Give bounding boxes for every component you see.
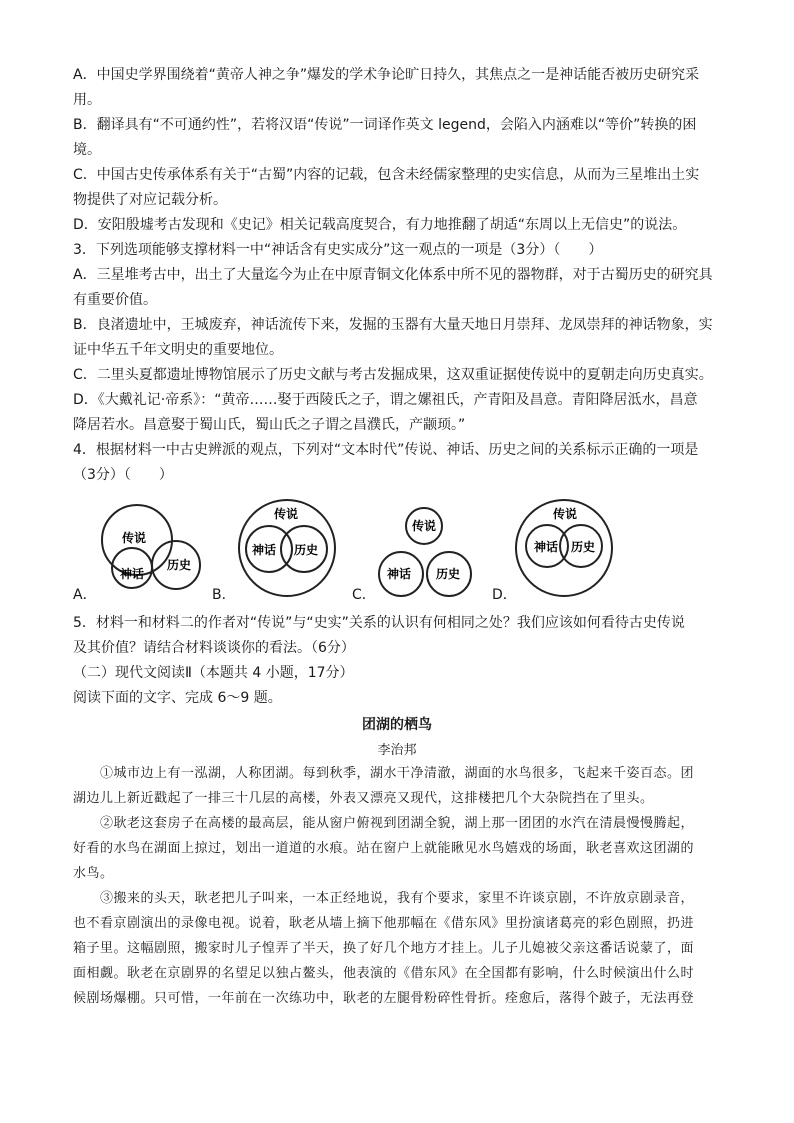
story-p3-line4: 面相觑。耿老在京剧界的名望足以独占鳌头，他表演的《借东风》在全国都有影响，什么时候演出什么时 [73,966,695,981]
q4-diagram-c [374,504,474,600]
q5-line2: 及其价值？请结合材料谈谈你的看法。（6分） [73,640,355,656]
q2-option-c-line1: C．中国古史传承体系有关于“古蜀”内容的记载，包含未经儒家整理的史实信息，从而为三星堆出土实 [73,167,700,183]
q4-diagram-b [232,496,344,598]
section-header: （二）现代文阅读Ⅱ（本题共 4 小题，17分） [73,665,354,681]
q4-d-label-shenhua: 神话 [534,540,559,554]
story-p1-line1: ①城市边上有一泓湖，人称团湖。每到秋季，湖水干净清澈，湖面的水鸟很多，飞起来千姿百态。团 [73,766,695,781]
q3-option-d-line2: 降居若水。昌意娶于蜀山氏，蜀山氏之子谓之昌濮氏，产颛顼。” [73,417,466,433]
q4-diagram-a [92,500,212,600]
q4-option-b-label: B． [212,587,236,603]
q4-stem-line1: 4．根据材料一中古史辨派的观点，下列对“文本时代”传说、神话、历史之间的关系标示正确的一项是 [73,442,699,458]
story-p3-line3: 箱子里。这幅剧照，搬家时儿子惶弄了半天，换了好几个地方才挂上。儿子儿媳被父亲这番话说蒙了，面 [73,941,695,956]
q4-c-label-chuanshuo: 传说 [412,519,437,533]
story-p2-line1: ②耿老这套房子在高楼的最高层，能从窗户俯视到团湖全貌，湖上那一团团的水汽在清晨慢慢腾起， [73,816,695,831]
story-p2-line2: 好看的水鸟在湖面上掠过，划出一道道的水痕。站在窗户上就能瞅见水鸟嬉戏的场面，耿老喜欢这团湖的 [73,841,695,856]
q5-line1: 5．材料一和材料二的作者对“传说”与“史实”关系的认识有何相同之处？我们应该如何看待古史传说 [73,615,685,631]
q4-a-label-shenhua: 神话 [120,567,145,581]
q4-a-label-chuanshuo: 传说 [122,531,147,545]
q2-option-b-line1: B．翻译具有“不可通约性”，若将汉语“传说”一词译作英文 legend，会陷入内涵难以“等价”转换的困 [73,117,697,133]
q2-option-a-line2: 用。 [73,92,101,108]
q4-c-label-shenhua: 神话 [387,567,412,581]
story-title: 团湖的栖鸟 [362,717,432,733]
q4-b-label-lishi: 历史 [294,543,319,557]
q4-diagram-d [512,496,616,600]
q2-option-b-line2: 境。 [73,142,101,158]
q2-option-c-line2: 物提供了对应记载分析。 [73,192,227,208]
q4-b-label-shenhua: 神话 [252,543,277,557]
q3-option-c-line1: C．二里头夏都遗址博物馆展示了历史文献与考古发掘成果，这双重证据使传说中的夏朝走向历史真实。 [73,367,713,383]
q4-b-label-chuanshuo: 传说 [274,507,299,521]
story-p3-line2: 也不看京剧演出的录像电视。说着，耿老从墙上摘下他那幅在《借东风》里扮演诸葛亮的彩色剧照，扔进 [73,916,695,931]
story-author: 李治邦 [377,743,417,758]
q2-option-a-line1: A．中国史学界围绕着“黄帝人神之争”爆发的学术争论旷日持久，其焦点之一是神话能否被历史研究采 [73,67,700,83]
q3-option-a-line1: A．三星堆考古中，出土了大量迄今为止在中原青铜文化体系中所不见的器物群，对于古蜀历史的研究具 [73,267,713,283]
q3-option-d-line1: D．《大戴礼记·帝系》：“黄帝……娶于西陵氏之子，谓之嫘祖氏，产青阳及昌意。青阳降居泜水，昌意 [73,392,698,408]
q4-d-label-lishi: 历史 [571,540,596,554]
q4-a-label-lishi: 历史 [167,558,192,572]
q4-option-d-label: D． [492,587,517,603]
story-p3-line5: 候剧场爆棚。只可惜，一年前在一次练功中，耿老的左腿骨粉碎性骨折。痊愈后，落得个跛子，无法再登 [73,991,695,1006]
q4-option-c-label: C． [352,587,376,603]
story-p1-line2: 湖边儿上新近戳起了一排三十几层的高楼，外表又漂亮又现代，这排楼把几个大杂院挡在了里头。 [73,791,654,806]
q3-option-b-line1: B．良渚遗址中，王城废弃，神话流传下来，发掘的玉器有大量天地日月崇拜、龙凤崇拜的神话物象，实 [73,317,713,333]
q4-c-label-lishi: 历史 [436,567,461,581]
q3-option-a-line2: 有重要价值。 [73,292,157,308]
story-p3-line1: ③搬来的头天，耿老把儿子叫来，一本正经地说，我有个要求，家里不许谈京剧，不许放京剧录音， [73,891,695,906]
q2-option-d-line1: D．安阳殷墟考古发现和《史记》相关记载高度契合，有力地推翻了胡适“东周以上无信史”的说法。 [73,217,687,233]
q4-option-a-label: A． [73,587,97,603]
q4-stem-line2: （3分）（ ） [73,467,173,483]
section-instruction: 阅读下面的文字、完成 6～9 题。 [73,690,282,706]
q4-d-label-chuanshuo: 传说 [553,507,578,521]
story-p2-line3: 水鸟。 [73,866,114,881]
q3-stem: 3．下列选项能够支撑材料一中“神话含有史实成分”这一观点的一项是（3分）（ ） [73,242,603,258]
q3-option-b-line2: 证中华五千年文明史的重要地位。 [73,342,283,358]
